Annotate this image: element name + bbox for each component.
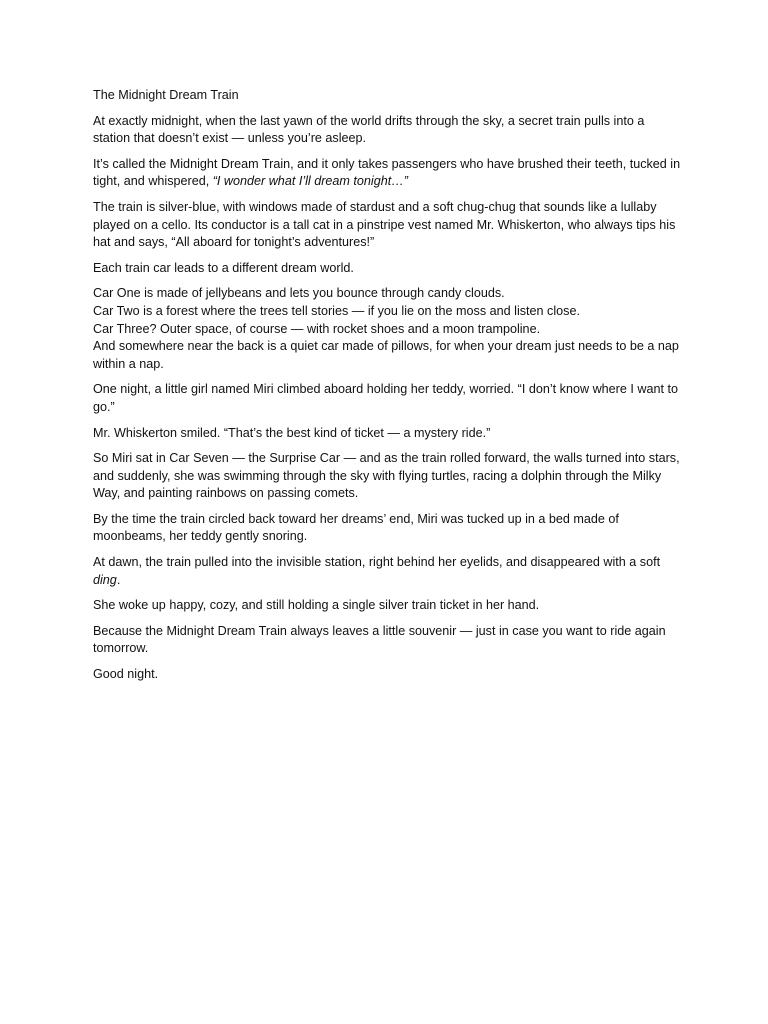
car-line-3: Car Three? Outer space, of course — with rocket shoes and a moon trampoline. [93,321,541,336]
paragraph-10 [93,554,683,589]
paragraph-1: At exactly midnight, when the last yawn of the world drifts through the sky, a secret train pulls into a station that doesn’t exist — unless you’re asleep. [93,113,645,146]
paragraph-2-italic: “I wonder what I’ll dream tonight…” [212,174,409,189]
car-line-2: Car Two is a forest where the trees tell stories — if you lie on the moss and listen close. [93,303,580,318]
paragraph-2 [93,156,683,191]
train-cars-paragraph [93,285,683,373]
paragraph-3: The train is silver-blue, with windows made of stardust and a soft chug-chug that sounds like a lullaby played on a cello. Its conductor is a tall cat in a pinstripe vest named Mr. Whiskerton, who always tips his hat and says, “All aboard for tonight’s adventures!” [93,199,676,250]
paragraph-12: Because the Midnight Dream Train always leaves a little souvenir — just in case you want to ride again tomorrow. [93,623,666,656]
closing-line: Good night. [93,667,159,682]
car-line-1: Car One is made of jellybeans and lets you bounce through candy clouds. [93,286,505,301]
document-title: The Midnight Dream Train [93,88,239,102]
paragraph-11: She woke up happy, cozy, and still holding a single silver train ticket in her hand. [93,598,540,613]
paragraph-10-end: . [116,572,121,587]
paragraph-6: One night, a little girl named Miri climbed aboard holding her teddy, worried. “I don’t know where I want to go.” [93,382,678,414]
paragraph-10-italic: ding [93,572,117,587]
paragraph-7: Mr. Whiskerton smiled. “That’s the best kind of ticket — a mystery ride.” [93,425,491,440]
paragraph-9: By the time the train circled back toward her dreams’ end, Miri was tucked up in a bed made of moonbeams, her teddy gently snoring. [93,511,619,544]
paragraph-4: Each train car leads to a different dream world. [93,260,354,275]
paragraph-2-text: It’s called the Midnight Dream Train, and it only takes passengers who have brushed their teeth, tucked in tight, and whispered, [93,156,681,189]
paragraph-10-text: At dawn, the train pulled into the invisible station, right behind her eyelids, and disappeared with a soft [93,555,661,570]
document-page [93,87,683,692]
paragraph-8: So Miri sat in Car Seven — the Surprise Car — and as the train rolled forward, the walls turned into stars, and suddenly, she was swimming through the sky with flying turtles, racing a dolphin through the Milky Way, and painting rainbows on passing comets. [93,451,680,501]
car-line-4: And somewhere near the back is a quiet car made of pillows, for when your dream just needs to be a nap within a nap. [93,339,679,371]
